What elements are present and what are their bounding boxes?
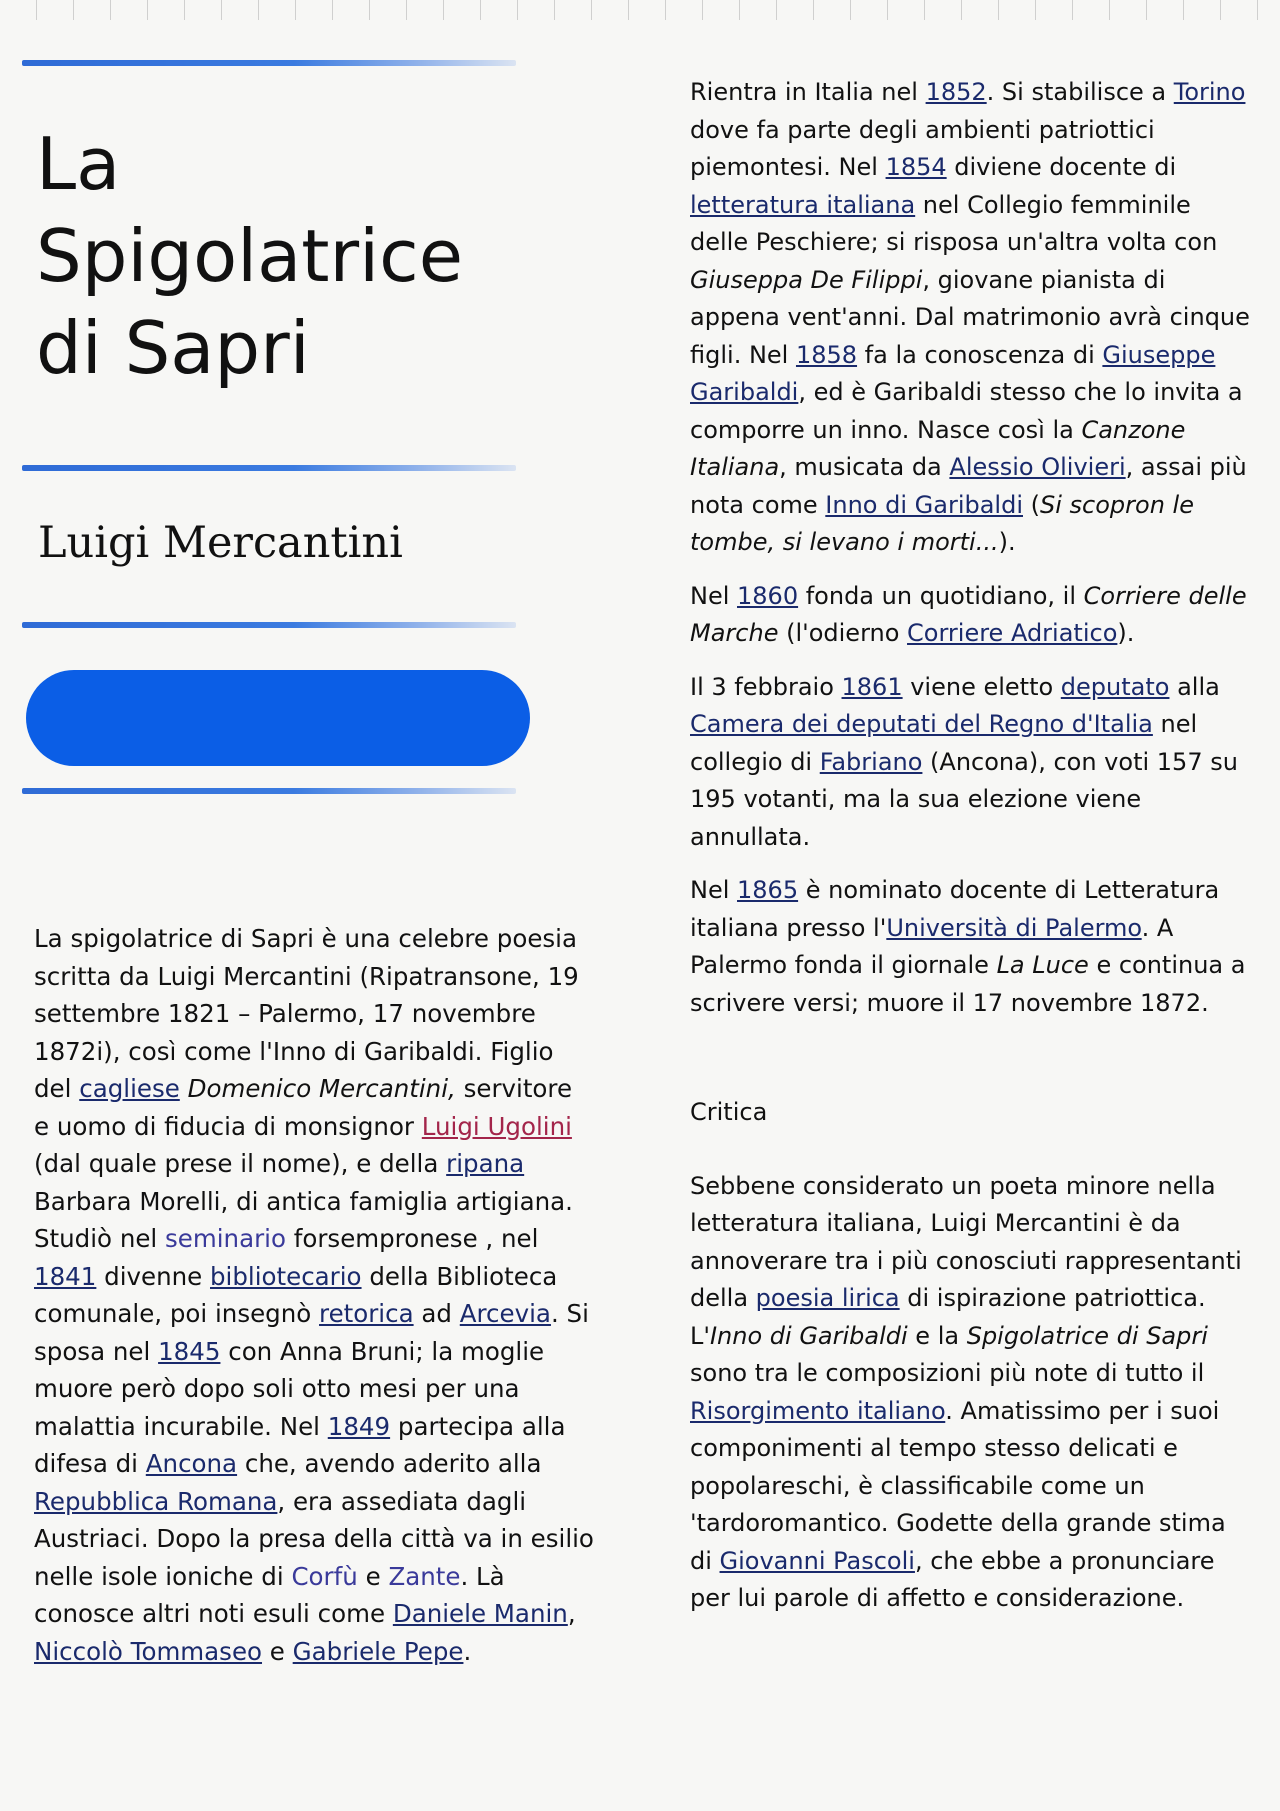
link-niccolo-tommaseo[interactable]: Niccolò Tommaseo bbox=[34, 1636, 263, 1666]
link-torino[interactable]: Torino bbox=[1173, 78, 1246, 106]
link-daniele-manin[interactable]: Daniele Manin bbox=[392, 1599, 568, 1628]
link-deputato[interactable]: deputato bbox=[1060, 672, 1170, 701]
link-alessio-olivieri[interactable]: Alessio Olivieri bbox=[949, 453, 1126, 481]
link-giovanni-pascoli[interactable]: Giovanni Pascoli bbox=[719, 1546, 915, 1575]
paragraph-1861: Il 3 febbraio 1861 viene eletto deputato alla Camera dei deputati del Regno d'Italia nel collegio di Fabriano (Ancona), con voti 157 su 195 votanti, ma la sua elezione viene annullata. bbox=[690, 672, 1238, 851]
link-poesia-lirica[interactable]: poesia lirica bbox=[755, 1284, 900, 1312]
paragraph-critica: Sebbene considerato un poeta minore nella letteratura italiana, Luigi Mercantini è da annoverare tra i più conosciuti rappresentanti della poesia lirica di ispirazione patriottica. L'Inno di Garibaldi e la Spigolatrice di Sapri sono tra le composizioni più note di tutto il Risorgimento italiano. Amatissimo per i suoi componimenti al tempo stesso delicati e popolareschi, è classificabile come un 'tardoromantico. Godette della grande stima di Giovanni Pascoli, che ebbe a pronunciare per lui parole di affetto e considerazione. bbox=[690, 1171, 1242, 1612]
link-universita-di-palermo[interactable]: Università di Palermo bbox=[886, 913, 1142, 942]
link-letteratura-italiana[interactable]: letteratura italiana bbox=[690, 190, 916, 219]
author-name: Luigi Mercantini bbox=[38, 518, 403, 568]
divider-bar bbox=[22, 622, 516, 628]
link-camera-dei-deputati[interactable]: Camera dei deputati del Regno d'Italia bbox=[690, 710, 1153, 738]
link-repubblica-romana[interactable]: Repubblica Romana bbox=[34, 1486, 278, 1516]
link-1841[interactable]: 1841 bbox=[34, 1261, 97, 1291]
link-zante[interactable]: Zante bbox=[388, 1561, 461, 1591]
link-luigi-ugolini[interactable]: Luigi Ugolini bbox=[421, 1111, 572, 1141]
biography-paragraph: La spigolatrice di Sapri è una celebre poesia scritta da Luigi Mercantini (Ripatransone, 19 settembre 1821 – Palermo, 17 novembre 1872i), così come l'Inno di Garibaldi. Figlio del cagliese Domenico Mercantini, servitore e uomo di fiducia di monsignor Luigi Ugolini (dal quale prese il nome), e della ripana Barbara Morelli, di antica famiglia artigiana. Studiò nel seminario forsempronese , nel 1841 divenne bibliotecario della Biblioteca comunale, poi insegnò retorica ad Arcevia. Si sposa nel 1845 con Anna Bruni; la moglie muore però dopo soli otto mesi per una malattia incurabile. Nel 1849 partecipa alla difesa di Ancona che, avendo aderito alla Repubblica Romana, era assediata dagli Austriaci. Dopo la presa della città va in esilio nelle isole ioniche di Corfù e Zante. Là conosce altri noti esuli come Daniele Manin, Niccolò Tommaseo e Gabriele Pepe. bbox=[34, 924, 594, 1666]
link-inno-di-garibaldi[interactable]: Inno di Garibaldi bbox=[825, 490, 1023, 519]
paragraph-1865: Nel 1865 è nominato docente di Letteratura italiana presso l'Università di Palermo. A Palermo fonda il giornale La Luce e continua a scrivere versi; muore il 17 novembre 1872. bbox=[690, 876, 1246, 1017]
link-1845[interactable]: 1845 bbox=[158, 1336, 221, 1366]
link-1854[interactable]: 1854 bbox=[885, 153, 947, 181]
link-1860[interactable]: 1860 bbox=[737, 581, 799, 610]
redaction-blob bbox=[26, 670, 530, 766]
section-heading-critica: Critica bbox=[690, 1098, 768, 1126]
link-1865[interactable]: 1865 bbox=[737, 876, 799, 904]
link-retorica[interactable]: retorica bbox=[319, 1299, 414, 1328]
link-corfu[interactable]: Corfù bbox=[291, 1561, 358, 1591]
right-column bbox=[690, 74, 1250, 1634]
link-arcevia[interactable]: Arcevia bbox=[459, 1299, 551, 1328]
link-gabriele-pepe[interactable]: Gabriele Pepe bbox=[292, 1636, 464, 1666]
top-ruler bbox=[0, 0, 1280, 20]
title-line: La bbox=[36, 122, 121, 206]
link-1849[interactable]: 1849 bbox=[327, 1411, 391, 1441]
link-corriere-adriatico[interactable]: Corriere Adriatico bbox=[907, 619, 1118, 647]
divider-bar bbox=[22, 60, 516, 66]
link-fabriano[interactable]: Fabriano bbox=[819, 747, 923, 776]
link-giuseppe-garibaldi[interactable]: Giuseppe Garibaldi bbox=[690, 340, 1216, 406]
link-1852[interactable]: 1852 bbox=[925, 78, 987, 106]
link-risorgimento-italiano[interactable]: Risorgimento italiano bbox=[690, 1396, 946, 1425]
document-title bbox=[36, 118, 556, 394]
link-ancona[interactable]: Ancona bbox=[145, 1449, 238, 1478]
link-bibliotecario[interactable]: bibliotecario bbox=[210, 1261, 362, 1291]
title-line: Spigolatrice bbox=[36, 214, 464, 298]
link-ripana[interactable]: ripana bbox=[446, 1149, 525, 1178]
link-1861[interactable]: 1861 bbox=[841, 672, 903, 701]
link-1858[interactable]: 1858 bbox=[795, 340, 858, 369]
title-line: di Sapri bbox=[36, 306, 310, 390]
link-seminario[interactable]: seminario bbox=[165, 1224, 286, 1253]
divider-bar bbox=[22, 788, 516, 794]
divider-bar bbox=[22, 465, 516, 471]
link-cagliese[interactable]: cagliese bbox=[79, 1074, 180, 1103]
paragraph-1860: Nel 1860 fonda un quotidiano, il Corriere delle Marche (l'odierno Corriere Adriatico). bbox=[690, 581, 1247, 647]
paragraph-torino: Rientra in Italia nel 1852. Si stabilisce a Torino dove fa parte degli ambienti patriottici piemontesi. Nel 1854 diviene docente di letteratura italiana nel Collegio femminile delle Peschiere; si risposa un'altra volta con Giuseppa De Filippi, giovane pianista di appena vent'anni. Dal matrimonio avrà cinque figli. Nel 1858 fa la conoscenza di Giuseppe Garibaldi, ed è Garibaldi stesso che lo invita a comporre un inno. Nasce così la Canzone Italiana, musicata da Alessio Olivieri, assai più nota come Inno di Garibaldi (Si scopron le tombe, si levano i morti...). bbox=[690, 78, 1250, 556]
